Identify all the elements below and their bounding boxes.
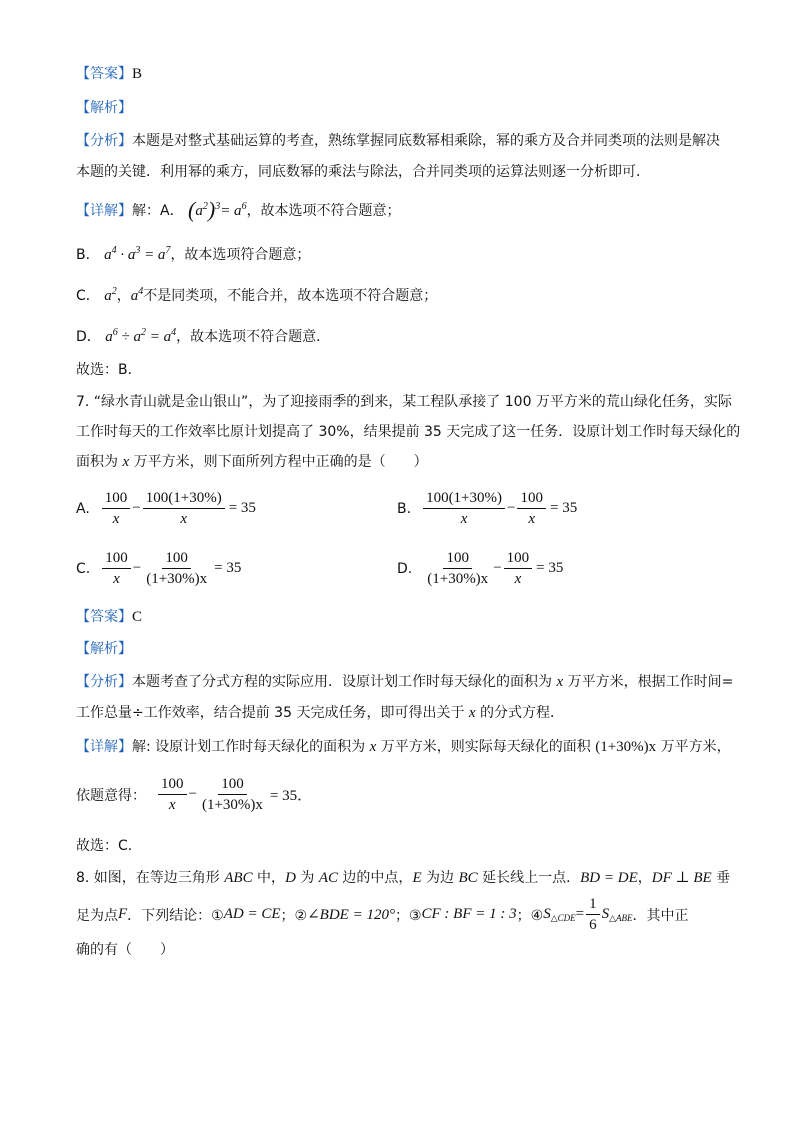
option-c[interactable]: C. $\frac{100}{x}$ − $\frac{100}{(1+30\%)x}$ = 35 xyxy=(76,550,242,587)
q6-analysis-tag xyxy=(76,98,132,118)
choose-text: 故选：B． xyxy=(76,362,142,378)
fraction: $\frac{100}{x}$ xyxy=(158,774,187,815)
option-label: C． xyxy=(76,288,100,304)
answer-tag: 【答案】 xyxy=(76,609,132,625)
q6-detail-a xyxy=(76,197,401,221)
q7-choose xyxy=(76,836,142,856)
fenxi-text: 本题的关键．利用幂的乘方，同底数幂的乘法与除法，合并同类项的运算法则逐一分析即可． xyxy=(76,164,650,180)
answer-value: C xyxy=(132,609,143,625)
option-label: B. xyxy=(397,500,412,517)
q7-fenxi-line1: 【分析】本题考查了分式方程的实际应用．设原计划工作时每天绿化的面积为 x 万平方米，根据工作时间= xyxy=(76,674,734,690)
option-d[interactable]: D. $\frac{100}{(1+30\%)x}$ − $\frac{100}{x}$ = 35 xyxy=(397,550,564,587)
tail-text: ，故本选项符合题意； xyxy=(170,247,311,263)
q6-detail-d xyxy=(76,323,330,347)
tail-text: 不是同类项，不能合并，故本选项不符合题意； xyxy=(143,288,438,304)
stem-text: 7. “绿水青山就是金山银山”，为了迎接雨季的到来，某工程队承接了 100 万平方米的荒山绿化任务，实际 xyxy=(76,394,732,410)
q6-fenxi-line1 xyxy=(76,131,720,151)
fraction: $\frac{100(1+30\%)}{x}$ xyxy=(143,488,225,529)
fenxi-tag: 【分析】 xyxy=(76,133,132,149)
q6-detail-c: C． $a^2$，$a^4$不是同类项，不能合并，故本选项不符合题意； xyxy=(76,286,438,304)
xiangjie-tag: 【详解】 xyxy=(76,203,132,219)
q8-stem-line1: 8. 如图，在等边三角形 ABC 中，D 为 AC 边的中点，E 为边 BC 延长线上一点．BD = DE，DF ⊥ BE 垂 xyxy=(76,870,731,886)
tail-text: ，故本选项不符合题意． xyxy=(176,329,331,345)
expr-c: $a^2$ xyxy=(104,286,117,304)
option-label: D. xyxy=(397,560,413,577)
fraction: $\frac{100}{(1+30\%)x}$ xyxy=(146,550,208,587)
q8-stem-line3 xyxy=(76,940,174,960)
fraction: $\frac{1}{6}$ xyxy=(586,894,600,935)
option-label: D． xyxy=(76,329,101,345)
yitiyi-text: 依题意得： xyxy=(76,787,146,804)
q8-stem-line2: 足为点 F ．下列结论：① AD = CE ；② ∠BDE = 120° ；③ CF : BF = 1 : 3 ；④ $S_{\triangle CDE}$ = $\frac{1}{6}$ $S_{\triangle ABE}$ ．其中正 xyxy=(76,896,689,933)
q7-stem-line1 xyxy=(76,392,732,412)
q7-answer-line xyxy=(76,607,142,627)
solve-prefix: 解：A． xyxy=(132,203,184,219)
fraction: $\frac{100}{x}$ xyxy=(102,488,131,529)
q6-fenxi-line2 xyxy=(76,162,650,182)
fraction: $\frac{100}{x}$ xyxy=(102,548,131,589)
fenxi-text: 本题是对整式基础运算的考查，熟练掌握同底数幂相乘除，幂的乘方及合并同类项的法则是解决 xyxy=(132,133,720,149)
q6-answer-line xyxy=(76,64,142,84)
q7-equation-line: 依题意得： $\frac{100}{x}$ − $\frac{100}{(1+30\%)x}$ = 35． xyxy=(76,776,313,813)
answer-tag: 【答案】 xyxy=(76,66,132,82)
stem-text: 工作时每天的工作效率比原计划提高了 30%，结果提前 35 天完成了这一任务．设原计划工作时每天绿化的 xyxy=(76,424,741,440)
expr: (1+30%)x xyxy=(595,739,657,755)
expr-d: $a^6 \div a^2 = a^4$ xyxy=(105,327,177,345)
option-a[interactable]: A. $\frac{100}{x}$ − $\frac{100(1+30\%)}{x}$ = 35 xyxy=(76,490,256,527)
expr-a: $(a^2)^3= a^6$ xyxy=(188,197,247,222)
fraction: $\frac{100(1+30\%)}{x}$ xyxy=(423,488,505,529)
q6-detail-b xyxy=(76,241,310,265)
option-label: A. xyxy=(76,500,90,517)
q7-stem-line2 xyxy=(76,422,740,442)
fraction: $\frac{100}{x}$ xyxy=(517,488,546,529)
q7-stem-line3: 面积为 x 万平方米，则下面所列方程中正确的是（ ） xyxy=(76,454,428,470)
analysis-tag: 【解析】 xyxy=(76,100,132,116)
q7-fenxi-line2: 工作总量÷工作效率，结合提前 35 天完成任务，即可得出关于 x 的分式方程． xyxy=(76,705,565,721)
fraction: $\frac{100}{(1+30\%)x}$ xyxy=(427,550,489,587)
fraction: $\frac{100}{x}$ xyxy=(504,548,533,589)
q7-analysis-tag xyxy=(76,639,132,659)
analysis-tag: 【解析】 xyxy=(76,641,132,657)
fraction: $\frac{100}{(1+30\%)x}$ xyxy=(201,776,263,813)
q7-detail-line1: 【详解】解: 设原计划工作时每天绿化的面积为 x 万平方米，则实际每天绿化的面积 (1+30%)x 万平方米， xyxy=(76,739,731,755)
option-b[interactable]: B. $\frac{100(1+30\%)}{x}$ − $\frac{100}{x}$ = 35 xyxy=(397,490,578,527)
option-label: B． xyxy=(76,247,100,263)
fenxi-tag: 【分析】 xyxy=(76,674,132,690)
choose-text: 故选：C． xyxy=(76,838,142,854)
tail-text: ，故本选项不符合题意； xyxy=(246,203,401,219)
option-label: C. xyxy=(76,560,91,577)
stem-text: 确的有（ ） xyxy=(76,942,174,958)
xiangjie-tag: 【详解】 xyxy=(76,739,132,755)
answer-value: B xyxy=(132,66,143,82)
q6-choose xyxy=(76,360,142,380)
expr-b: $a^4 \cdot a^3 = a^7$ xyxy=(104,245,171,263)
